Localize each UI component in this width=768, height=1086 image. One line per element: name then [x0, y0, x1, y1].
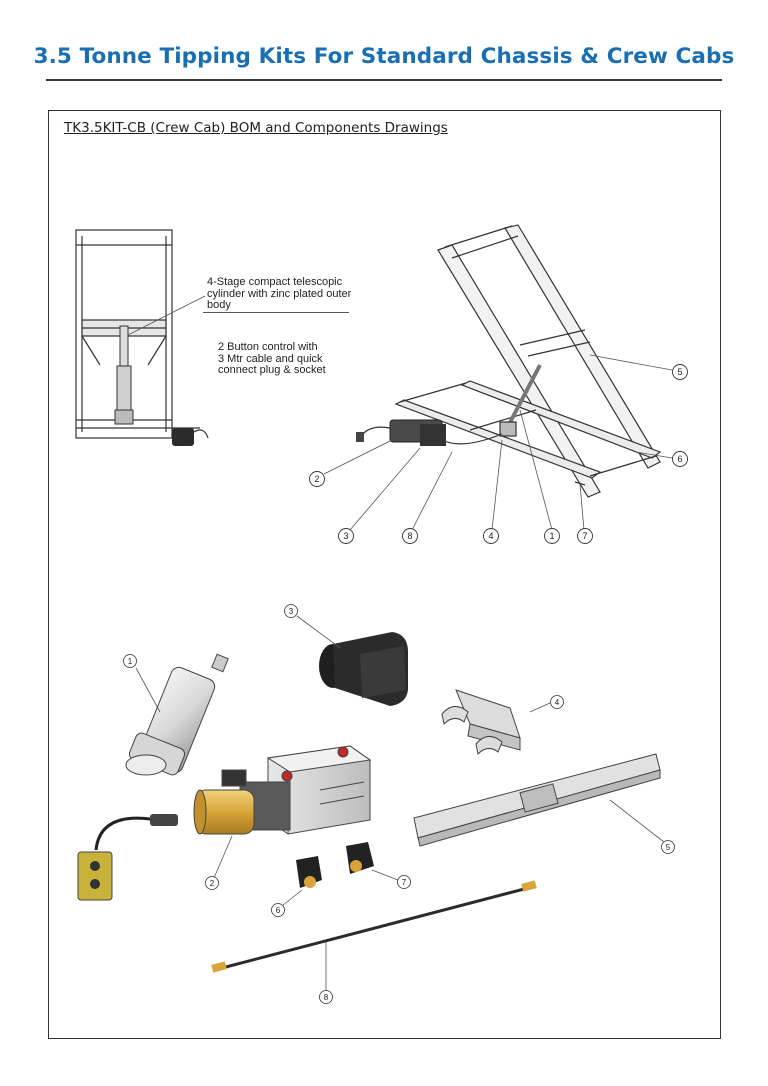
svg-text:8: 8: [407, 531, 413, 541]
plan-view-control-box: [172, 428, 208, 446]
svg-text:1: 1: [549, 531, 555, 541]
component-balloon-7: [398, 876, 411, 889]
component-balloon-4: [551, 696, 564, 709]
plan-view-cylinder: [115, 326, 133, 424]
component-cylinder: [126, 654, 228, 776]
assembly-balloon-5: [673, 365, 688, 380]
component-solenoid-cover: [319, 632, 408, 706]
plan-view-frame: [76, 230, 200, 438]
svg-text:5: 5: [665, 843, 671, 852]
svg-text:4: 4: [554, 698, 560, 707]
svg-text:7: 7: [582, 531, 588, 541]
component-balloon-5: [662, 841, 675, 854]
svg-text:3: 3: [343, 531, 349, 541]
component-bracket: [442, 690, 520, 754]
component-power-pack: [194, 746, 370, 834]
svg-text:8: 8: [323, 993, 329, 1002]
isometric-tipping-frame: [396, 225, 660, 497]
component-valve-7: [346, 842, 374, 874]
svg-text:6: 6: [275, 906, 281, 915]
component-balloon-2: [206, 877, 219, 890]
page-title: 3.5 Tonne Tipping Kits For Standard Chassis & Crew Cabs: [33, 44, 735, 69]
component-hydraulic-hose: [211, 880, 537, 972]
component-balloon-1: [124, 655, 137, 668]
component-valve-6: [296, 856, 322, 888]
svg-text:1: 1: [127, 657, 133, 666]
svg-text:7: 7: [401, 878, 407, 887]
assembly-balloon-6: [673, 452, 688, 467]
component-angle-rail: [414, 754, 660, 846]
assembly-balloon-4: [484, 529, 499, 544]
svg-text:2: 2: [314, 474, 320, 484]
svg-text:5: 5: [677, 367, 683, 377]
svg-text:2: 2: [209, 879, 215, 888]
control-note: 2 Button control with 3 Mtr cable and quick connect plug & socket: [218, 341, 326, 376]
assembly-balloon-8: [403, 529, 418, 544]
assembly-balloon-2: [310, 472, 325, 487]
component-control-pendant: [78, 814, 178, 900]
assembly-balloon-7: [578, 529, 593, 544]
component-balloon-3: [285, 605, 298, 618]
assembly-balloon-3: [339, 529, 354, 544]
drawing-title: TK3.5KIT-CB (Crew Cab) BOM and Components Drawings: [64, 120, 448, 136]
component-balloon-6: [272, 904, 285, 917]
svg-text:3: 3: [288, 607, 294, 616]
svg-text:4: 4: [488, 531, 494, 541]
assembly-balloon-1: [545, 529, 560, 544]
svg-text:6: 6: [677, 454, 683, 464]
cylinder-note: 4-Stage compact telescopic cylinder with zinc plated outer body: [207, 276, 352, 311]
component-balloon-8: [320, 991, 333, 1004]
